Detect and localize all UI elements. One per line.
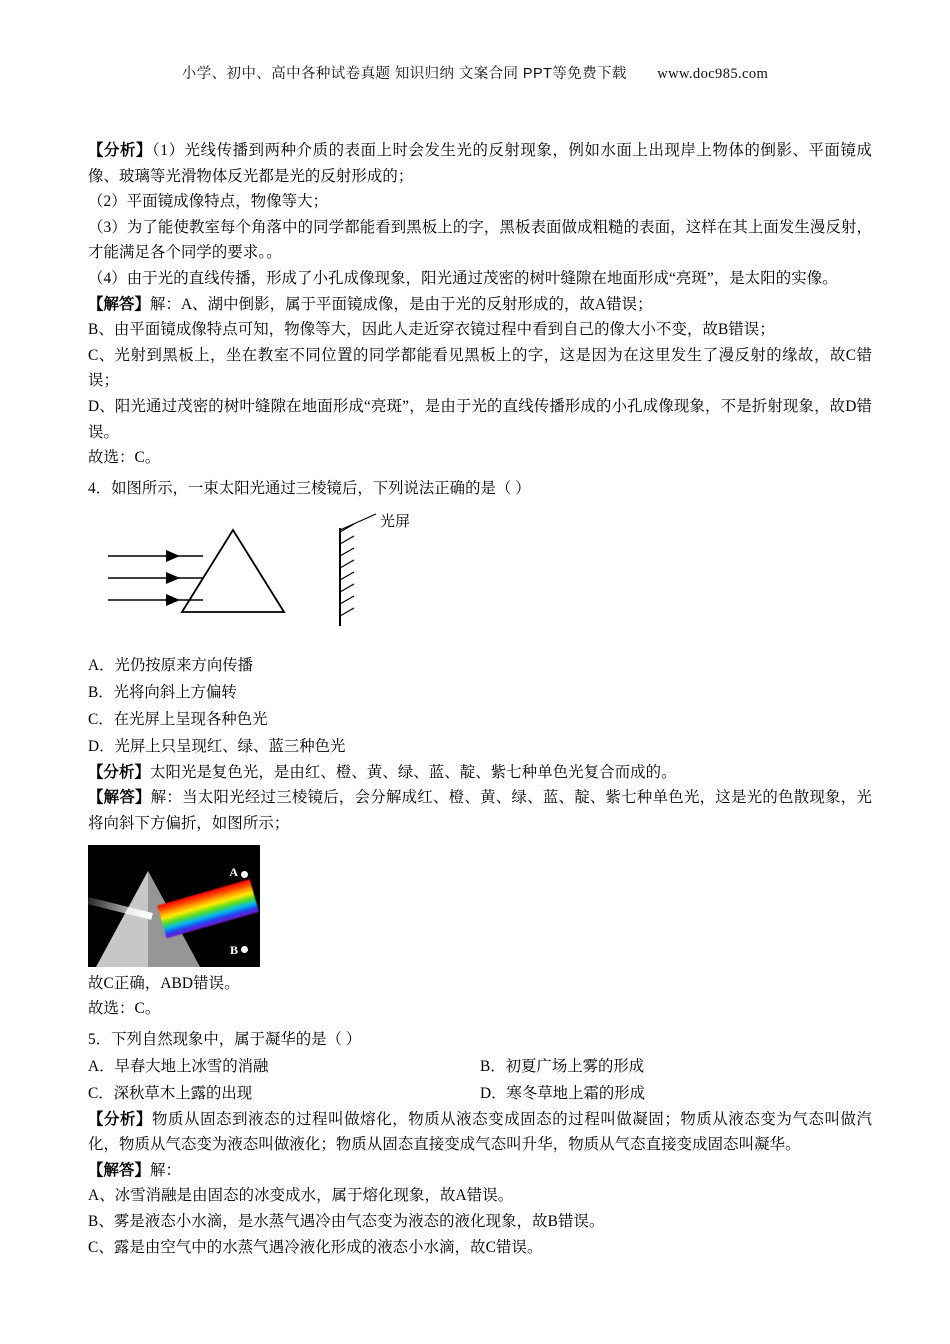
q5-option-a	[88, 1053, 480, 1080]
question-4-stem	[88, 475, 872, 502]
q4-analysis	[88, 760, 872, 786]
prism-diagram-svg	[88, 508, 588, 648]
q5-options-row-1	[88, 1053, 872, 1080]
q5-option-b-text: B．初夏广场上雾的形成	[480, 1057, 645, 1075]
answer-choice-1-text: 故选：C。	[88, 449, 161, 467]
point-b-dot	[241, 946, 248, 953]
q5-answer-b-text: B、雾是液态小水滴，是水蒸气遇冷由气态变为液态的液化现象，故B错误。	[88, 1213, 605, 1231]
q4-option-c-text: C．在光屏上呈现各种色光	[88, 710, 268, 728]
answer-line-b-text: B、由平面镜成像特点可知，物像等大，因此人走近穿衣镜过程中看到自己的像大小不变，故B错误；	[88, 321, 775, 339]
q5-answer	[88, 1158, 872, 1184]
q4-option-d-text: D．光屏上只呈现红、绿、蓝三种色光	[88, 737, 346, 755]
q4-option-b-text: B．光将向斜上方偏转	[88, 683, 237, 701]
q5-option-a-text: A．早春大地上冰雪的消融	[88, 1057, 269, 1075]
analysis-line-3: （3）为了能使教室每个角落中的同学都能看到黑板上的字，黑板表面做成粗糙的表面，这样在其上面发生漫反射，才能满足各个同学的要求。。	[88, 218, 872, 262]
question-4-stem-text: 4．如图所示，一束太阳光通过三棱镜后，下列说法正确的是（ ）	[88, 479, 531, 497]
q5-answer-a	[88, 1183, 872, 1209]
page-header	[0, 62, 950, 83]
screen-label: 光屏	[380, 513, 411, 530]
answer-block-1	[88, 292, 872, 318]
q4-option-a	[88, 652, 872, 679]
header-note-text: 小学、初中、高中各种试卷真题 知识归纳 文案合同 PPT等免费下载	[181, 66, 627, 82]
q5-answer-c	[88, 1235, 872, 1261]
q4-analysis-tag: 【分析】	[88, 763, 150, 781]
answer-choice-1	[88, 445, 872, 471]
analysis-line-2-row	[88, 189, 872, 215]
q4-option-d	[88, 733, 872, 760]
dispersion-photo	[88, 845, 260, 967]
question-5-stem-text: 5．下列自然现象中，属于凝华的是（ ）	[88, 1030, 362, 1048]
q4-option-a-text: A．光仍按原来方向传播	[88, 656, 254, 674]
q5-option-c	[88, 1080, 480, 1107]
q4-choice-text: 故选：C。	[88, 1000, 161, 1018]
analysis-line-1: （1）光线传播到两种介质的表面上时会发生光的反射现象，例如水面上出现岸上物体的倒影、平面镜成像、玻璃等光滑物体反光都是光的反射形成的；	[88, 142, 872, 185]
analysis-block-1	[88, 138, 872, 189]
q4-answer-tag: 【解答】	[88, 789, 151, 807]
answer-line-b	[88, 317, 872, 343]
q4-choice	[88, 996, 872, 1022]
q4-answer	[88, 785, 872, 836]
q5-option-d	[480, 1080, 872, 1107]
q5-answer-lead: 解：	[149, 1161, 181, 1179]
answer-lead-1: 解：A、湖中倒影，属于平面镜成像，是由于光的反射形成的，故A错误；	[149, 295, 653, 313]
q4-conclusion-text: 故C正确，ABD错误。	[88, 974, 240, 992]
analysis-tag: 【分析】	[88, 142, 152, 159]
q4-conclusion	[88, 971, 872, 997]
q5-options-row-2	[88, 1080, 872, 1107]
point-a-dot	[241, 871, 248, 878]
answer-line-d	[88, 394, 872, 445]
q4-option-c	[88, 706, 872, 733]
point-b-label: B	[229, 942, 238, 957]
q5-answer-tag: 【解答】	[88, 1161, 150, 1179]
q5-option-b	[480, 1053, 872, 1080]
document-content	[88, 138, 872, 1260]
question-5-stem	[88, 1026, 872, 1053]
prism-diagram	[88, 508, 872, 648]
q5-answer-b	[88, 1209, 872, 1235]
q4-option-b	[88, 679, 872, 706]
q5-option-c-text: C．深秋草木上露的出现	[88, 1084, 253, 1102]
q4-analysis-text: 太阳光是复色光，是由红、橙、黄、绿、蓝、靛、紫七种单色光复合而成的。	[149, 763, 677, 781]
q5-option-d-text: D．寒冬草地上霜的形成	[480, 1084, 646, 1102]
q5-analysis	[88, 1107, 872, 1158]
q5-analysis-tag: 【分析】	[88, 1110, 153, 1128]
q5-answer-c-text: C、露是由空气中的水蒸气遇冷液化形成的液态小水滴，故C错误。	[88, 1238, 543, 1256]
q4-answer-text: 解：当太阳光经过三棱镜后，会分解成红、橙、黄、绿、蓝、靛、紫七种单色光，这是光的色散现象，光将向斜下方偏折，如图所示；	[88, 789, 872, 832]
header-url: www.doc985.com	[657, 66, 769, 82]
analysis-line-4-row	[88, 266, 872, 292]
q5-answer-a-text: A、冰雪消融是由固态的冰变成水，属于熔化现象，故A错误。	[88, 1187, 514, 1205]
analysis-line-3-row	[88, 215, 872, 266]
analysis-line-2: （2）平面镜成像特点，物像等大；	[88, 193, 329, 211]
point-a-label: A	[229, 864, 238, 879]
answer-line-c-text: C、光射到黑板上，坐在教室不同位置的同学都能看见黑板上的字，这是因为在这里发生了漫反射的缘故，故C错误；	[88, 346, 872, 390]
answer-line-d-text: D、阳光通过茂密的树叶缝隙在地面形成“亮斑”，是由于光的直线传播形成的小孔成像现象，不是折射现象，故D错误。	[88, 397, 872, 441]
analysis-line-4: （4）由于光的直线传播，形成了小孔成像现象，阳光通过茂密的树叶缝隙在地面形成“亮斑”，是太阳的实像。	[88, 269, 838, 287]
q5-analysis-text: 物质从固态到液态的过程叫做熔化，物质从液态变成固态的过程叫做凝固；物质从液态变为气态叫做汽化，物质从气态变为液态叫做液化；物质从固态直接变成气态叫升华，物质从气态直接变成固态叫凝华。	[88, 1110, 872, 1154]
answer-line-c	[88, 343, 872, 394]
answer-tag: 【解答】	[88, 295, 150, 313]
